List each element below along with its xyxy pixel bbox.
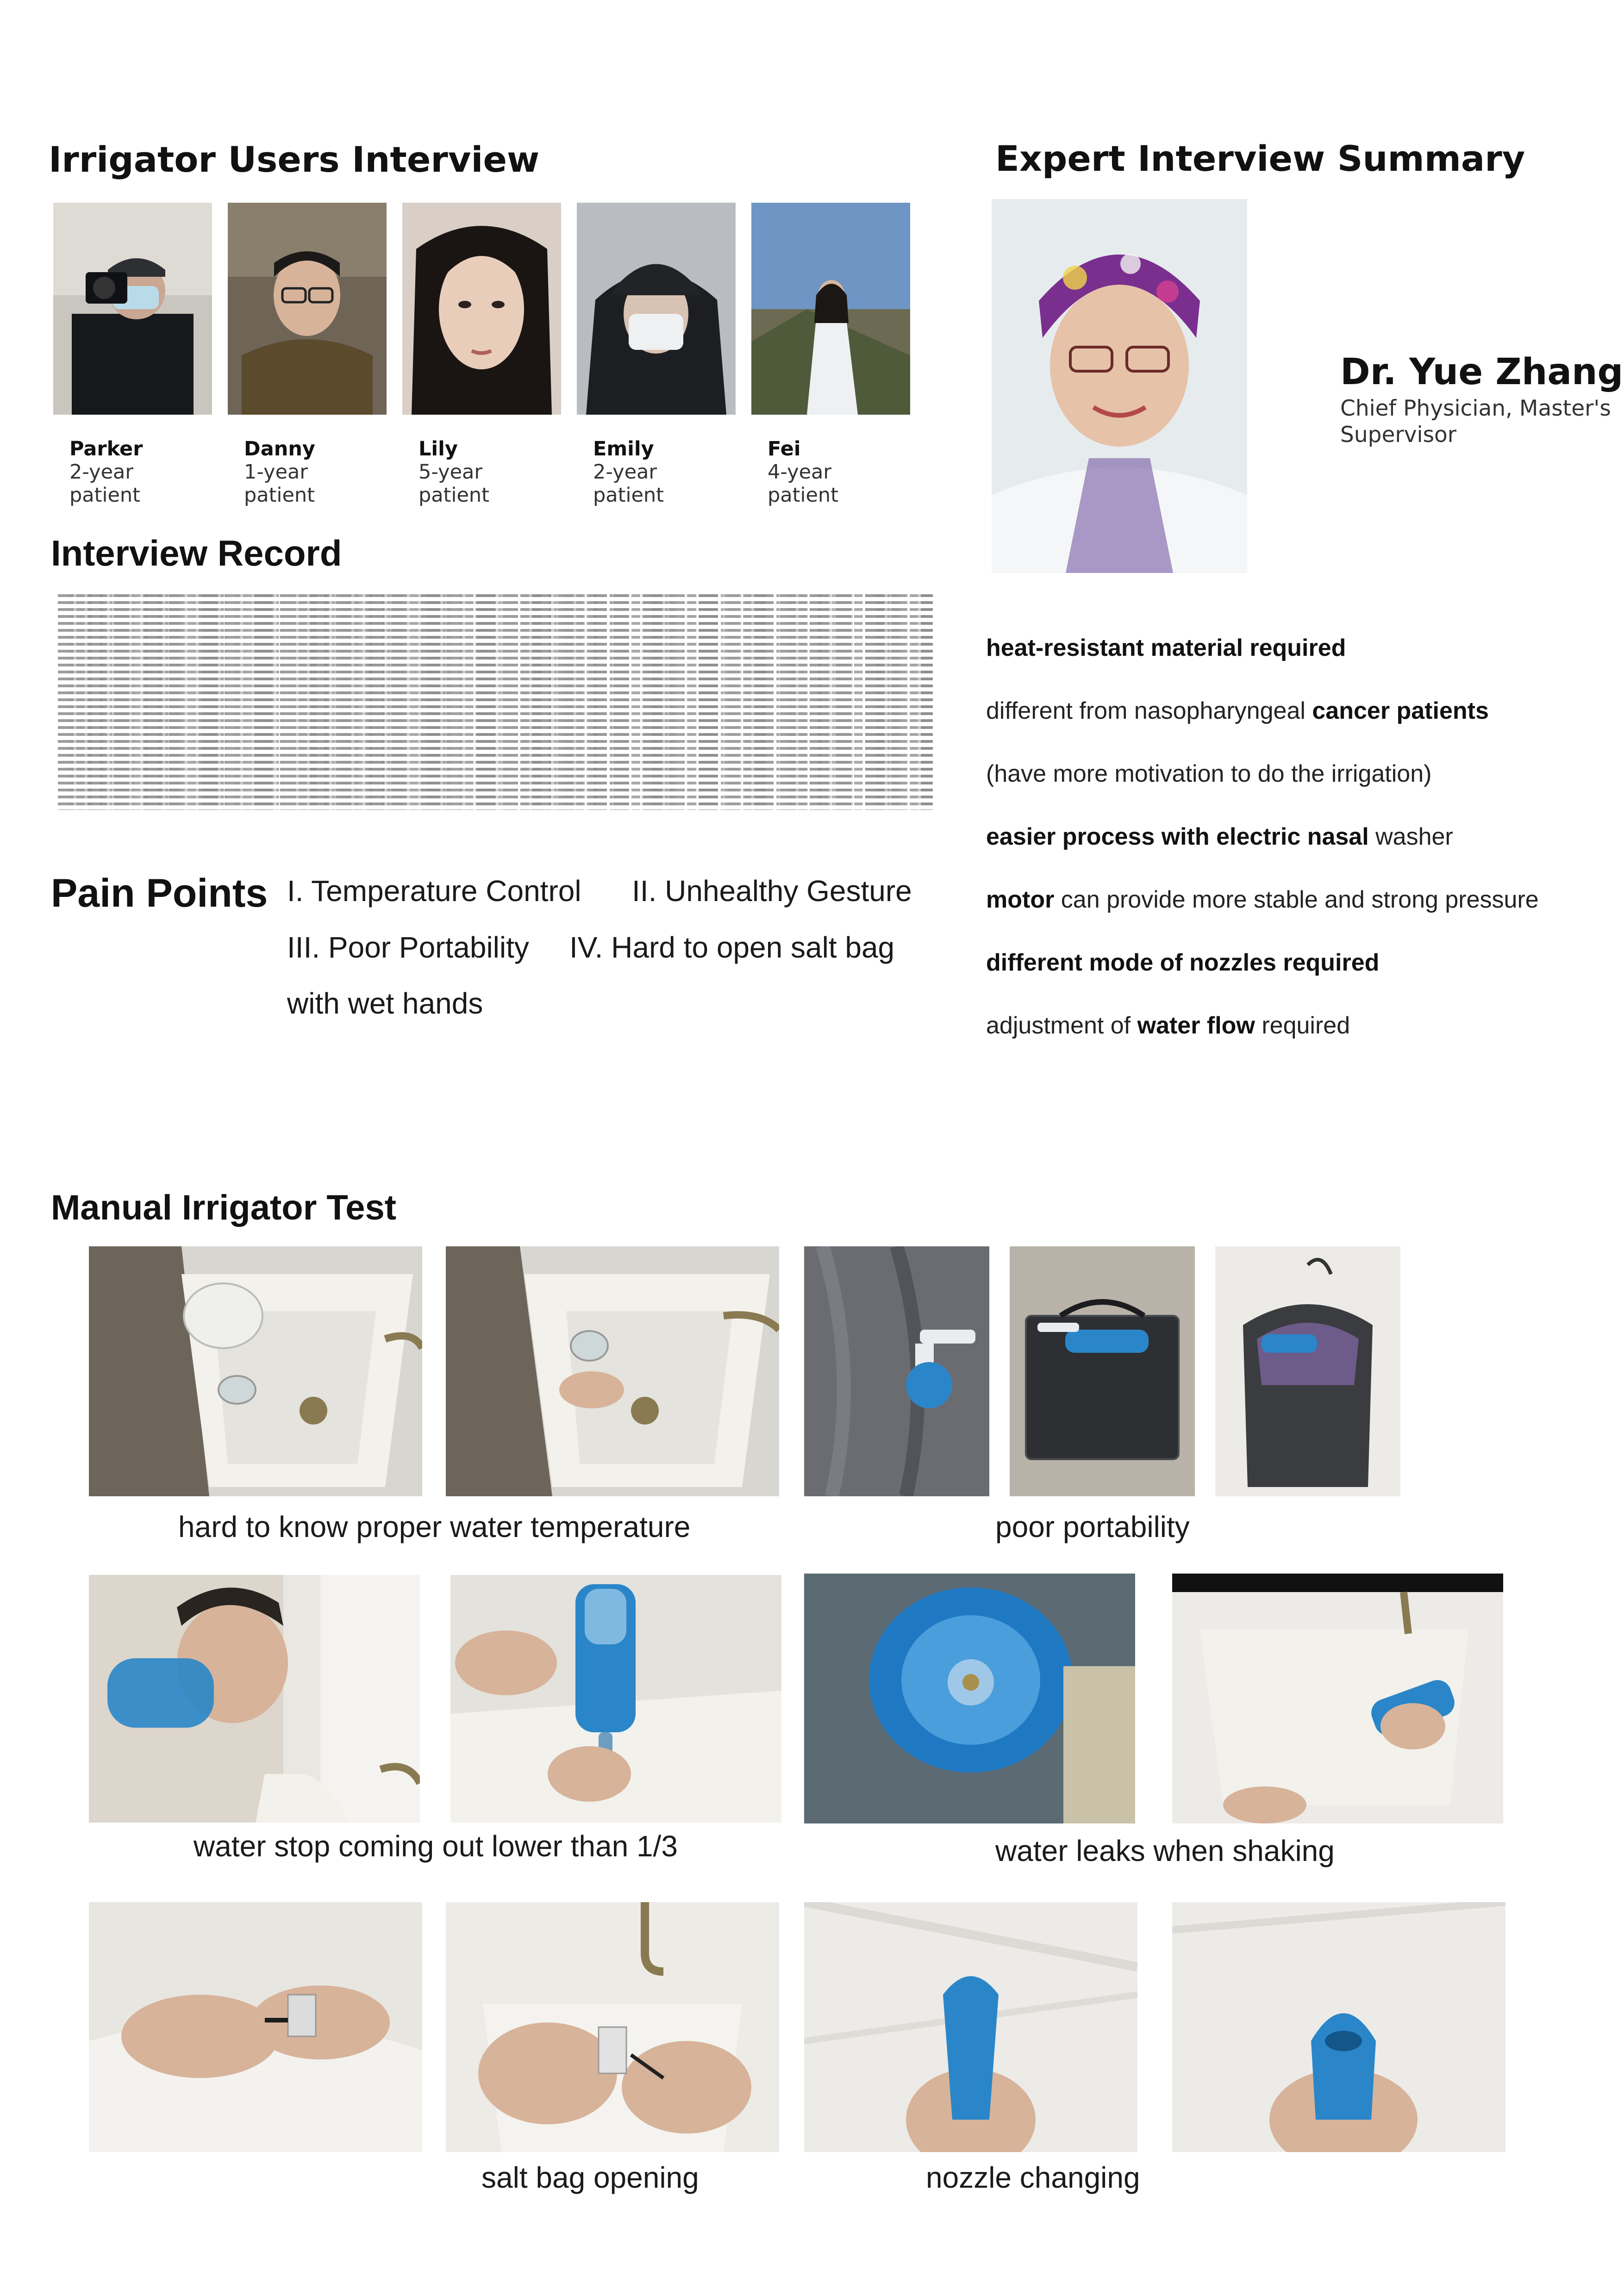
user-photo-lily — [402, 203, 561, 415]
test-photo-test-temperature — [446, 1246, 779, 1496]
user-role: patient — [768, 484, 839, 507]
expert-finding-6 — [986, 949, 1379, 977]
expert-finding-3 — [986, 760, 1431, 788]
user-caption-danny — [244, 437, 392, 507]
user-photo-danny — [228, 203, 387, 415]
pain-point-2: II. Unhealthy Gesture — [632, 874, 912, 908]
user-photo-parker — [53, 203, 212, 415]
caption-water-stop: water stop coming out lower than 1/3 — [194, 1829, 678, 1863]
test-photo-laptop-bag — [1010, 1246, 1195, 1496]
expert-finding-1 — [986, 634, 1346, 662]
pain-points-title: Pain Points — [51, 871, 268, 915]
caption-nozzle: nozzle changing — [926, 2161, 1140, 2194]
pain-point-1: I. Temperature Control — [287, 874, 581, 908]
user-caption-parker — [69, 437, 218, 507]
finding-plain: can provide more stable and strong pressure — [1054, 886, 1539, 913]
finding-plain: (have more motivation to do the irrigation) — [986, 760, 1432, 787]
user-name: Danny — [244, 437, 315, 460]
caption-salt-bag: salt bag opening — [481, 2161, 699, 2194]
caption-temperature: hard to know proper water temperature — [178, 1510, 691, 1543]
user-role: patient — [244, 484, 315, 507]
finding-bold: easier process with electric nasal — [986, 823, 1369, 850]
test-photo-nozzle-1 — [804, 1902, 1137, 2152]
caption-portability: poor portability — [995, 1510, 1190, 1543]
user-name: Fei — [768, 437, 801, 460]
finding-bold: heat-resistant material required — [986, 635, 1346, 661]
test-photo-fur-coat — [804, 1246, 989, 1496]
expert-photo — [992, 199, 1247, 573]
finding-bold: water flow — [1137, 1012, 1255, 1039]
expert-position-line2: Supervisor — [1340, 422, 1457, 448]
test-photo-salt-bag-1 — [89, 1902, 422, 2152]
user-years: 2-year — [593, 460, 657, 484]
finding-plain: required — [1255, 1012, 1350, 1039]
user-name: Lily — [418, 437, 458, 460]
test-photo-shaking — [1172, 1574, 1503, 1823]
user-photo-emily — [577, 203, 736, 415]
test-photo-salt-bag-2 — [446, 1902, 779, 2152]
user-caption-fei — [768, 437, 916, 507]
expert-finding-7 — [986, 1012, 1350, 1039]
user-role: patient — [69, 484, 141, 507]
finding-plain: washer — [1368, 823, 1453, 850]
user-name: Emily — [593, 437, 654, 460]
finding-bold: different mode of nozzles required — [986, 949, 1380, 976]
user-role: patient — [418, 484, 490, 507]
expert-finding-2 — [986, 697, 1489, 725]
user-caption-emily — [593, 437, 741, 507]
expert-section-title: Expert Interview Summary — [995, 138, 1525, 179]
user-caption-lily — [418, 437, 567, 507]
user-years: 5-year — [418, 460, 483, 484]
interview-record-title: Interview Record — [51, 533, 342, 573]
test-photo-nozzle-2 — [1172, 1902, 1505, 2152]
caption-water-leak: water leaks when shaking — [995, 1834, 1335, 1867]
finding-plain: adjustment of — [986, 1012, 1137, 1039]
test-photo-backpack — [1215, 1246, 1400, 1496]
test-photo-bottle-low-water — [450, 1575, 781, 1823]
users-section-title: Irrigator Users Interview — [49, 139, 540, 180]
user-years: 4-year — [768, 460, 832, 484]
transcript-texture — [58, 592, 933, 810]
finding-bold: motor — [986, 886, 1055, 913]
user-photo-fei — [751, 203, 910, 415]
expert-finding-5 — [986, 886, 1539, 914]
user-years: 1-year — [244, 460, 308, 484]
finding-bold: cancer patients — [1312, 697, 1489, 724]
test-photo-pour-water — [89, 1246, 422, 1496]
interview-record-text-block — [58, 592, 933, 810]
pain-point-3: III. Poor Portability — [287, 931, 529, 964]
user-years: 2-year — [69, 460, 134, 484]
test-photo-bottle-leak — [804, 1574, 1135, 1823]
pain-point-4-cont: with wet hands — [287, 987, 483, 1020]
expert-position-line1: Chief Physician, Master's — [1340, 396, 1611, 421]
expert-finding-4 — [986, 823, 1453, 851]
pain-point-4: IV. Hard to open salt bag — [569, 931, 895, 964]
finding-plain: different from nasopharyngeal — [986, 697, 1312, 724]
expert-name: Dr. Yue Zhang — [1340, 351, 1624, 393]
manual-test-title: Manual Irrigator Test — [51, 1188, 397, 1227]
user-role: patient — [593, 484, 664, 507]
user-name: Parker — [69, 437, 143, 460]
test-photo-rinsing — [89, 1575, 420, 1823]
